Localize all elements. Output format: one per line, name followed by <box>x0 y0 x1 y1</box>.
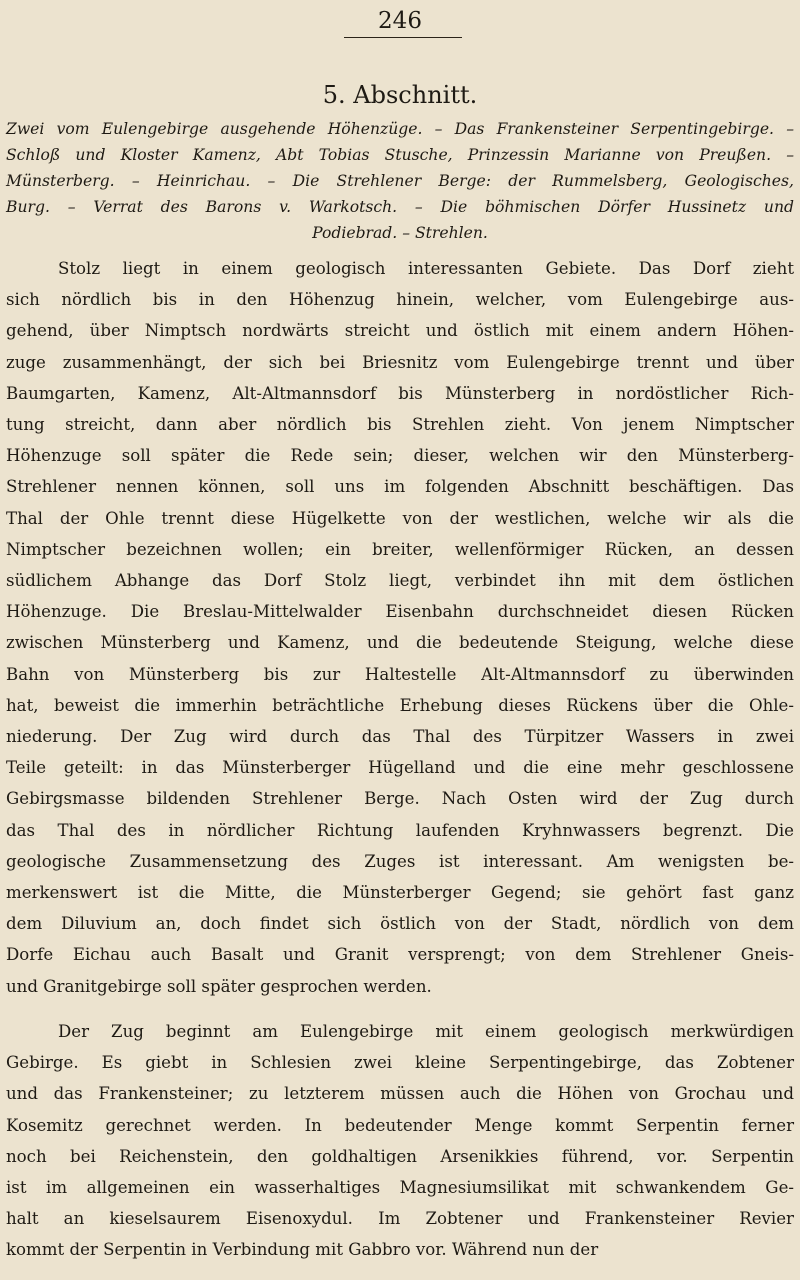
text-line: südlichem Abhange das Dorf Stolz liegt, verbindet ihn mit dem östlichen <box>6 571 794 591</box>
text-line: halt an kieselsaurem Eisenoxydul. Im Zobtener und Frankensteiner Revier <box>6 1209 794 1229</box>
summary-line: Burg. – Verrat des Barons v. Warkotsch. – Die böhmischen Dörfer Hussinetz und <box>6 198 794 216</box>
chapter-summary <box>6 116 794 246</box>
text-line: tung streicht, dann aber nördlich bis Strehlen zieht. Von jenem Nimptscher <box>6 415 794 435</box>
text-line: merkenswert ist die Mitte, die Münsterberger Gegend; sie gehört fast ganz <box>6 883 794 903</box>
text-line: ist im allgemeinen ein wasserhaltiges Magnesiumsilikat mit schwankendem Ge- <box>6 1178 794 1198</box>
section-title: 5. Abschnitt. <box>322 81 478 109</box>
header-rule <box>344 37 462 38</box>
text-line: geologische Zusammensetzung des Zuges ist interessant. Am wenigsten be- <box>6 851 794 871</box>
text-line: Stolz liegt in einem geologisch interessanten Gebiete. Das Dorf zieht <box>58 259 794 278</box>
text-line: Gebirgsmasse bildenden Strehlener Berge. Nach Osten wird der Zug durch <box>6 789 794 809</box>
text-line: das Thal des in nördlicher Richtung laufenden Kryhnwassers begrenzt. Die <box>6 820 794 840</box>
text-line: zwischen Münsterberg und Kamenz, und die bedeutende Steigung, welche diese <box>6 633 794 653</box>
paragraph-1 <box>6 253 794 1002</box>
text-line: Thal der Ohle trennt diese Hügelkette von der westlichen, welche wir als die <box>6 508 794 528</box>
summary-line: Schloß und Kloster Kamenz, Abt Tobias Stusche, Prinzessin Marianne von Preußen. – <box>6 146 794 164</box>
text-line: Der Zug beginnt am Eulengebirge mit einem geologisch merkwürdigen <box>58 1022 794 1041</box>
text-line: und Granitgebirge soll später gesprochen werden. <box>6 976 432 996</box>
text-line: gehend, über Nimptsch nordwärts streicht und östlich mit einem andern Höhen- <box>6 321 794 341</box>
text-line: Höhenzuge. Die Breslau-Mittelwalder Eisenbahn durchschneidet diesen Rücken <box>6 602 794 622</box>
text-line: dem Diluvium an, doch findet sich östlich von der Stadt, nördlich von dem <box>6 914 794 934</box>
text-line: Strehlener nennen können, soll uns im folgenden Abschnitt beschäftigen. Das <box>6 477 794 497</box>
text-line: Gebirge. Es giebt in Schlesien zwei kleine Serpentingebirge, das Zobtener <box>6 1053 794 1073</box>
paragraph-2 <box>6 1016 794 1266</box>
text-line: zuge zusammenhängt, der sich bei Briesnitz vom Eulengebirge trennt und über <box>6 352 794 372</box>
text-line: Baumgarten, Kamenz, Alt-Altmannsdorf bis Münsterberg in nordöstlicher Rich- <box>6 383 794 403</box>
text-line: Nimptscher bezeichnen wollen; ein breiter, wellenförmiger Rücken, an dessen <box>6 539 794 559</box>
text-line: kommt der Serpentin in Verbindung mit Gabbro vor. Während nun der <box>6 1240 599 1260</box>
text-line: sich nördlich bis in den Höhenzug hinein, welcher, vom Eulengebirge aus- <box>6 290 794 310</box>
text-line: Höhenzuge soll später die Rede sein; dieser, welchen wir den Münsterberg- <box>6 446 794 466</box>
text-line: Dorfe Eichau auch Basalt und Granit versprengt; von dem Strehlener Gneis- <box>6 945 794 965</box>
text-line: Kosemitz gerechnet werden. In bedeutender Menge kommt Serpentin ferner <box>6 1115 794 1135</box>
text-line: niederung. Der Zug wird durch das Thal des Türpitzer Wassers in zwei <box>6 727 794 747</box>
text-line: hat, beweist die immerhin beträchtliche Erhebung dieses Rückens über die Ohle- <box>6 695 794 715</box>
summary-line: Münsterberg. – Heinrichau. – Die Strehlener Berge: der Rummelsberg, Geologisches, <box>6 172 794 190</box>
text-line: und das Frankensteiner; zu letzterem müssen auch die Höhen von Grochau und <box>6 1084 794 1104</box>
text-line: noch bei Reichenstein, den goldhaltigen Arsenikkies führend, vor. Serpentin <box>6 1146 794 1166</box>
summary-line: Zwei vom Eulengebirge ausgehende Höhenzüge. – Das Frankensteiner Serpentingebirge. – <box>6 120 794 138</box>
summary-line: Podiebrad. – Strehlen. <box>312 224 488 242</box>
text-line: Teile geteilt: in das Münsterberger Hügelland und die eine mehr geschlossene <box>6 758 794 778</box>
page-number: 246 <box>378 8 422 34</box>
text-line: Bahn von Münsterberg bis zur Haltestelle Alt-Altmannsdorf zu überwinden <box>6 664 794 684</box>
